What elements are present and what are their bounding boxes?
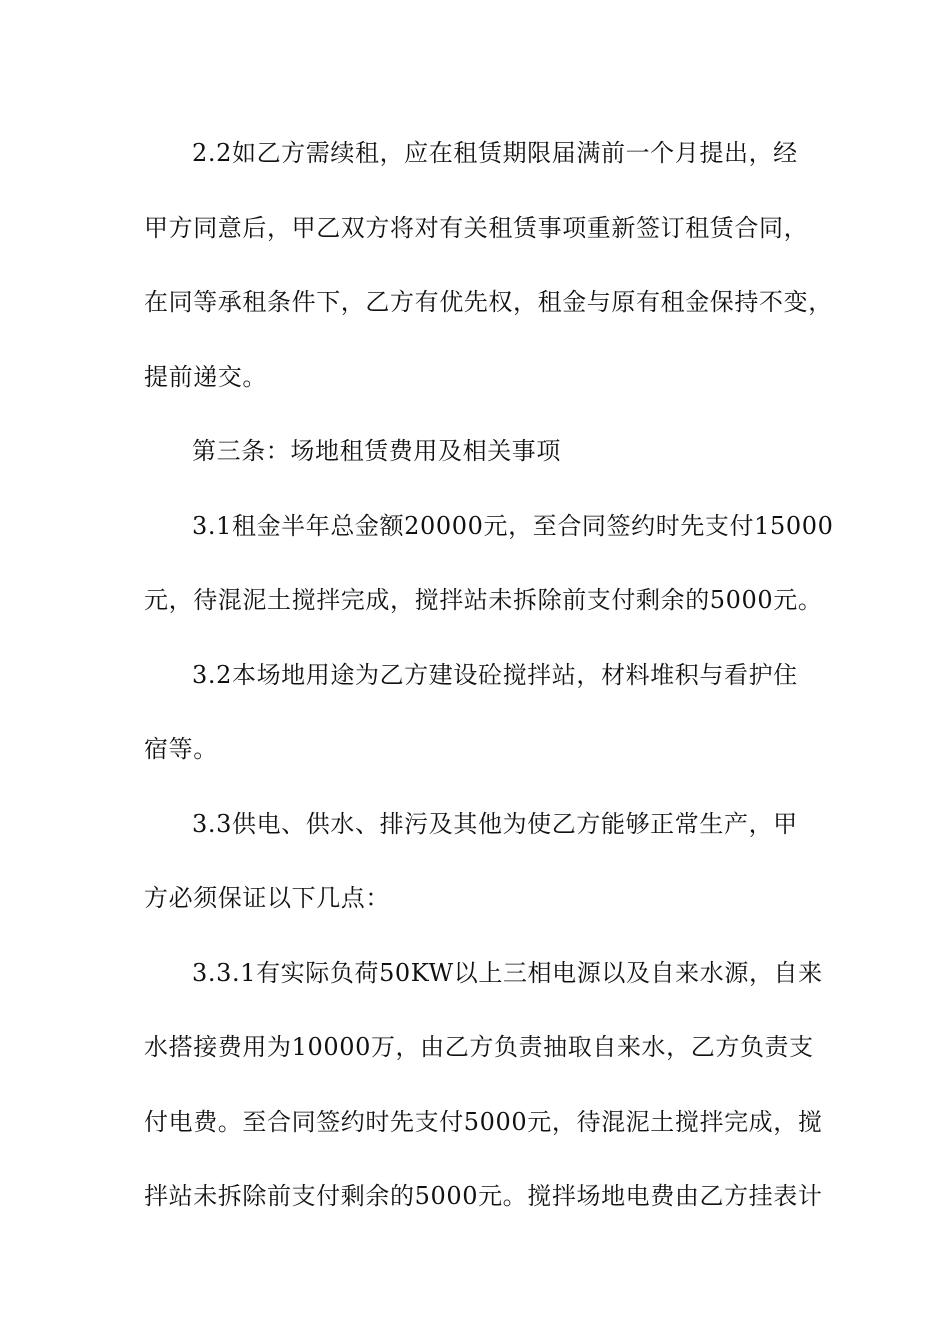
paragraph-line: 甲方同意后，甲乙双方将对有关租赁事项重新签订租赁合同，: [144, 214, 809, 242]
paragraph-line: 水搭接费用为10000万，由乙方负责抽取自来水，乙方负责支: [144, 1033, 814, 1061]
paragraph-line: 付电费。至合同签约时先支付5000元，待混泥土搅拌完成，搅: [144, 1108, 823, 1136]
paragraph-line: 元，待混泥土搅拌完成，搅拌站未拆除前支付剩余的5000元。: [144, 586, 823, 614]
paragraph-line: 3.2本场地用途为乙方建设砼搅拌站，材料堆积与看护住: [192, 661, 798, 689]
paragraph-line: 提前递交。: [144, 363, 267, 391]
section-heading: 第三条：场地租赁费用及相关事项: [192, 437, 561, 465]
paragraph-line: 宿等。: [144, 735, 218, 763]
paragraph-line: 3.1租金半年总金额20000元，至合同签约时先支付15000: [192, 512, 834, 540]
paragraph-line: 拌站未拆除前支付剩余的5000元。搅拌场地电费由乙方挂表计: [144, 1182, 823, 1210]
paragraph-line: 方必须保证以下几点：: [144, 884, 390, 912]
paragraph-line: 3.3供电、供水、排污及其他为使乙方能够正常生产，甲: [192, 810, 798, 838]
paragraph-line: 3.3.1有实际负荷50KW以上三相电源以及自来水源，自来: [192, 959, 823, 987]
paragraph-line: 在同等承租条件下，乙方有优先权，租金与原有租金保持不变，: [144, 288, 833, 316]
paragraph-line: 2.2如乙方需续租，应在租赁期限届满前一个月提出，经: [192, 139, 798, 167]
